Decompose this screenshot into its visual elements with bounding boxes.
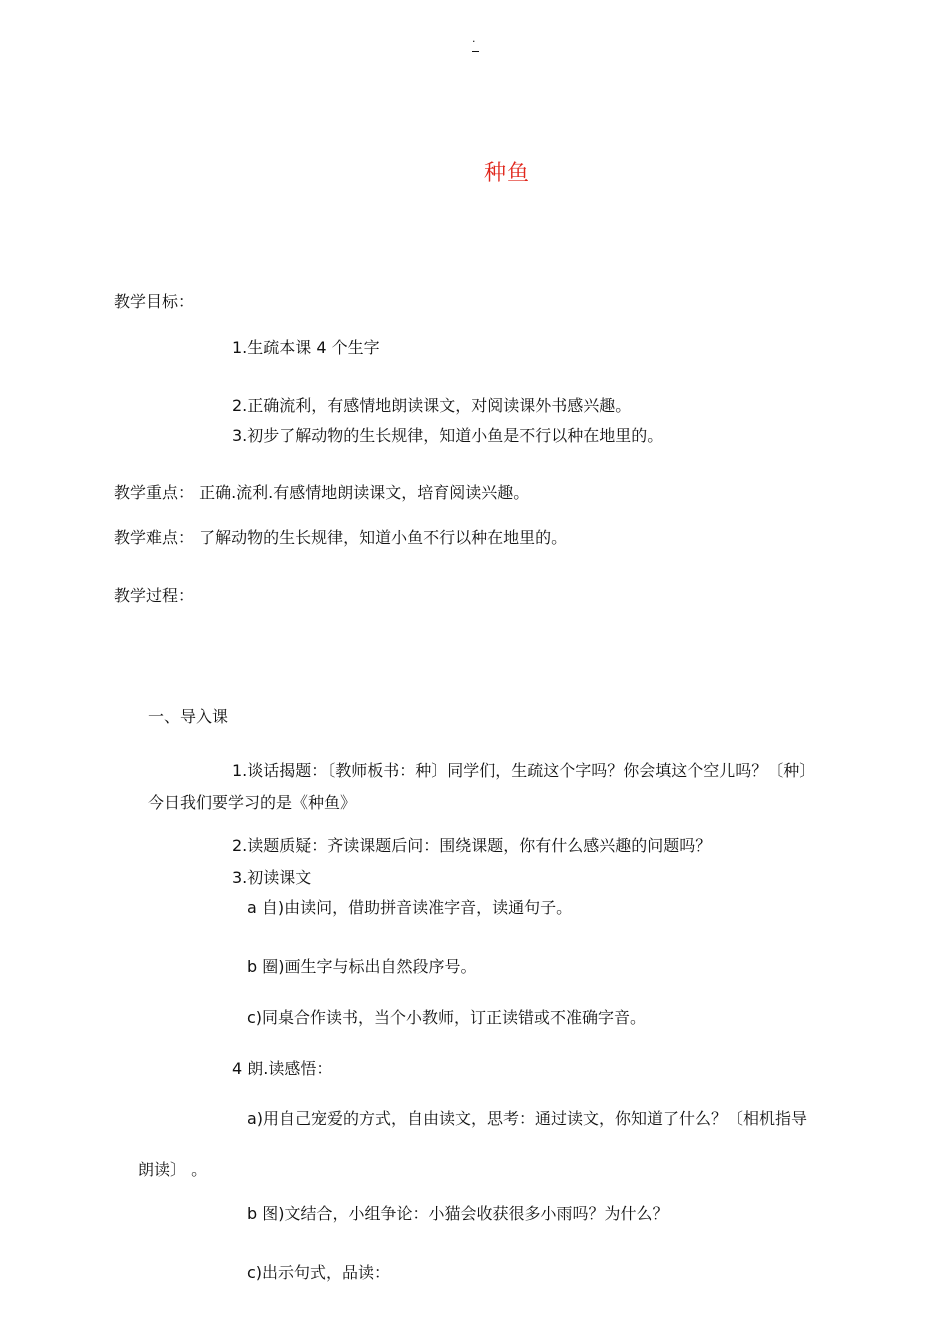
step3-a: a 自)由读问，借助拼音读准字音，读通句子。 [247, 898, 573, 917]
difficulty: 教学难点： 了解动物的生长规律，知道小鱼不行以种在地里的。 [114, 528, 568, 547]
objective-item-3: 3.初步了解动物的生长规律，知道小鱼是不行以种在地里的。 [232, 426, 664, 445]
step4-b: b 图)文结合，小组争论：小猫会收获很多小雨吗？为什么？ [247, 1204, 669, 1223]
step1-line2: 今日我们要学习的是《种鱼》 [148, 793, 357, 812]
header-mark: . [472, 32, 476, 45]
step3-b: b 圈)画生字与标出自然段序号。 [247, 957, 477, 976]
objective-item-1: 1.生疏本课 4 个生字 [232, 338, 380, 357]
step3: 3.初读课文 [232, 868, 312, 887]
section-heading: 一、导入课 [148, 707, 229, 726]
step2: 2.读题质疑：齐读课题后问：围绕课题，你有什么感兴趣的问题吗？ [232, 836, 712, 855]
header-underline [472, 51, 479, 52]
step4-c: c)出示句式，品读： [247, 1263, 391, 1282]
step1-line1: 1.谈话揭题：〔教师板书：种〕同学们，生疏这个字吗？你会填这个空儿吗？〔种〕 [232, 761, 816, 780]
key-point: 教学重点： 正确.流利.有感情地朗读课文，培育阅读兴趣。 [114, 483, 530, 502]
objective-item-2: 2.正确流利，有感情地朗读课文，对阅读课外书感兴趣。 [232, 396, 632, 415]
process-label: 教学过程： [114, 586, 195, 605]
step4-a-line2: 朗读〕 。 [138, 1160, 208, 1179]
step4: 4 朗.读感悟： [232, 1059, 333, 1078]
objectives-label: 教学目标： [114, 292, 195, 311]
page-title: 种鱼 [484, 161, 531, 186]
step3-c: c)同桌合作读书，当个小教师，订正读错或不准确字音。 [247, 1008, 647, 1027]
step4-a-line1: a)用自己宠爱的方式，自由读文，思考：通过读文，你知道了什么？〔相机指导 [247, 1109, 808, 1128]
